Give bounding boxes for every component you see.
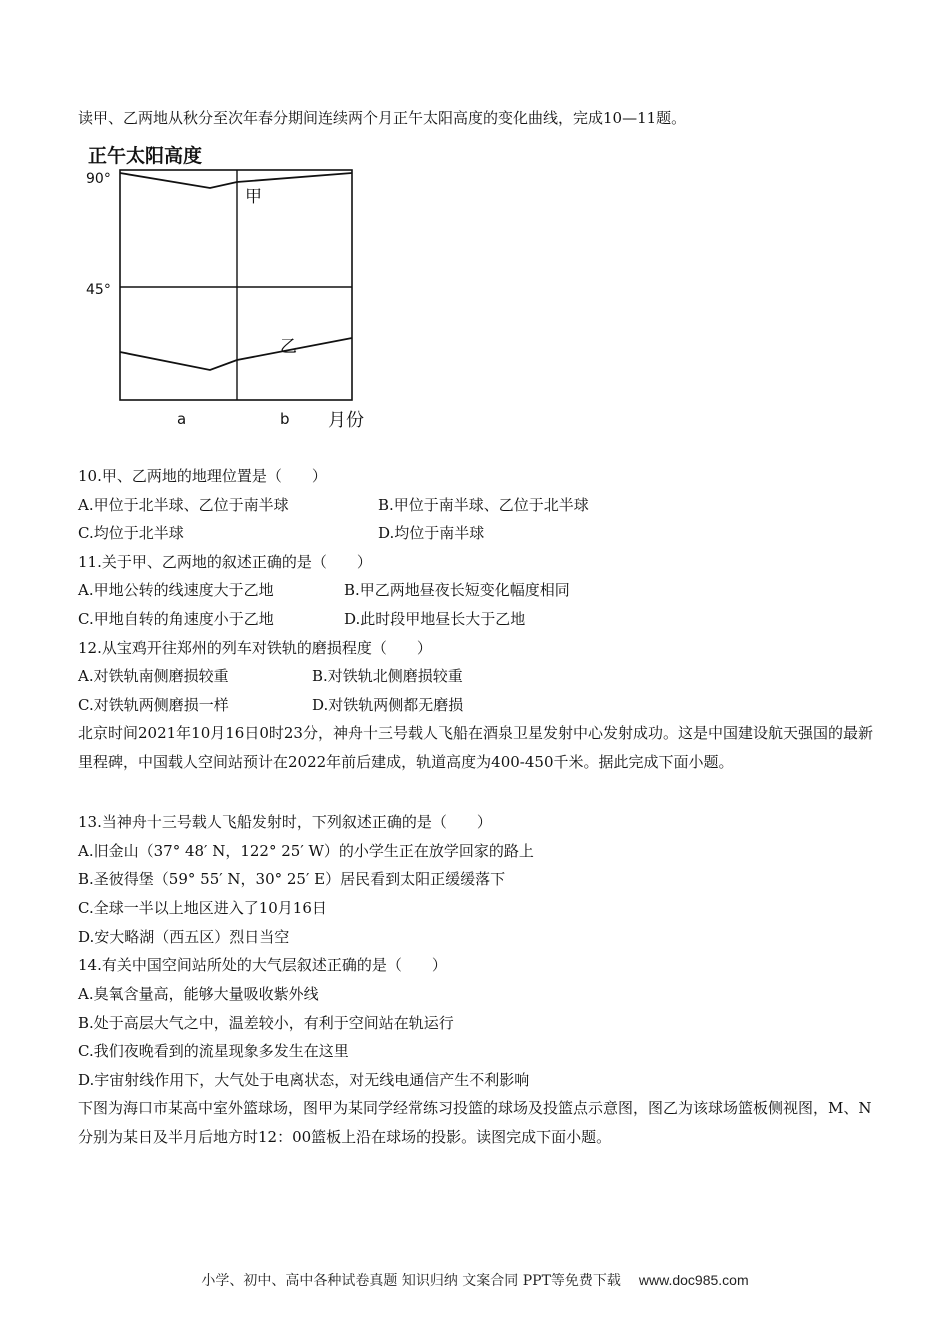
plot-frame [120, 170, 352, 400]
q13-option-b: B.圣彼得堡（59° 55′ N，30° 25′ E）居民看到太阳正缓缓落下 [78, 870, 506, 888]
q12-option-d: D.对铁轨两侧都无磨损 [312, 696, 464, 714]
q11-option-b: B.甲乙两地昼夜长短变化幅度相同 [344, 581, 570, 599]
q10-option-c: C.均位于北半球 [78, 524, 184, 542]
q14-stem: 14.有关中国空间站所处的大气层叙述正确的是（ ） [78, 956, 447, 974]
chart-title: 正午太阳高度 [88, 145, 203, 167]
q14-option-d: D.宇宙射线作用下，大气处于电离状态，对无线电通信产生不利影响 [78, 1071, 530, 1089]
q10-option-b: B.甲位于南半球、乙位于北半球 [378, 496, 589, 514]
q11-option-d: D.此时段甲地昼长大于乙地 [344, 610, 526, 628]
x-axis-unit: 月份 [328, 410, 364, 431]
noon-sun-altitude-chart [80, 140, 380, 440]
q13-option-d: D.安大略湖（西五区）烈日当空 [78, 928, 290, 946]
curve-yi [120, 338, 352, 370]
q14-option-b: B.处于高层大气之中，温差较小，有利于空间站在轨运行 [78, 1014, 454, 1032]
y-tick-45: 45° [86, 282, 111, 298]
intro-text-1: 读甲、乙两地从秋分至次年春分期间连续两个月正午太阳高度的变化曲线，完成10—11题。 [78, 109, 687, 127]
intro-text-2: 北京时间2021年10月16日0时23分，神舟十三号载人飞船在酒泉卫星发射中心发射成功。这是中国建设航天强国的最新里程碑，中国载人空间站预计在2022年前后建成，轨道高度为400-450千米。据此完成下面小题。 [78, 724, 873, 771]
q13-option-a: A.旧金山（37° 48′ N，122° 25′ W）的小学生正在放学回家的路上 [78, 842, 534, 860]
q12-stem: 12.从宝鸡开往郑州的列车对铁轨的磨损程度（ ） [78, 639, 432, 657]
q10-stem: 10.甲、乙两地的地理位置是（ ） [78, 467, 327, 485]
q10-option-d: D.均位于南半球 [378, 524, 485, 542]
curve-yi-label: 乙 [280, 337, 297, 357]
q14-option-c: C.我们夜晚看到的流星现象多发生在这里 [78, 1042, 349, 1060]
q11-option-a: A.甲地公转的线速度大于乙地 [78, 581, 274, 599]
q11-option-c: C.甲地自转的角速度小于乙地 [78, 610, 274, 628]
q14-option-a: A.臭氧含量高，能够大量吸收紫外线 [78, 985, 319, 1003]
q10-option-a: A.甲位于北半球、乙位于南半球 [78, 496, 289, 514]
page-footer [0, 1270, 950, 1291]
q12-option-b: B.对铁轨北侧磨损较重 [312, 667, 463, 685]
q12-option-c: C.对铁轨两侧磨损一样 [78, 696, 229, 714]
x-tick-b: b [280, 410, 290, 428]
q12-option-a: A.对铁轨南侧磨损较重 [78, 667, 229, 685]
footer-url[interactable]: www.doc985.com [638, 1272, 749, 1288]
y-tick-90: 90° [86, 171, 111, 187]
x-tick-a: a [177, 410, 187, 428]
q13-stem: 13.当神舟十三号载人飞船发射时，下列叙述正确的是（ ） [78, 813, 492, 831]
curve-jia [120, 173, 352, 188]
q13-option-c: C.全球一半以上地区进入了10月16日 [78, 899, 327, 917]
curve-jia-label: 甲 [245, 187, 262, 207]
footer-text: 小学、初中、高中各种试卷真题 知识归纳 文案合同 PPT等免费下载 [201, 1273, 621, 1289]
q11-stem: 11.关于甲、乙两地的叙述正确的是（ ） [78, 553, 372, 571]
intro-text-3: 下图为海口市某高中室外篮球场，图甲为某同学经常练习投篮的球场及投篮点示意图，图乙为该球场篮板侧视图，M、N分别为某日及半月后地方时12：00篮板上沿在球场的投影。读图完成下面小题。 [78, 1099, 872, 1146]
